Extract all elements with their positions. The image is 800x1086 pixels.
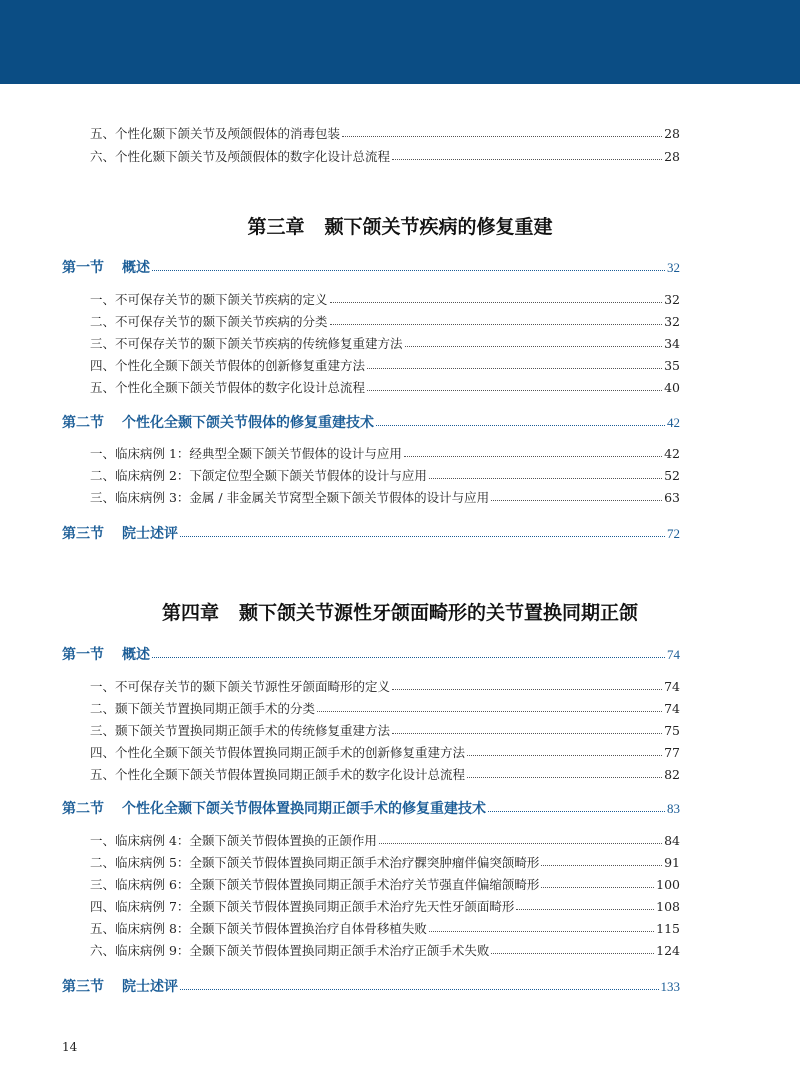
toc-entry-title: 五、个性化全颞下颌关节假体置换同期正颌手术的数字化设计总流程 xyxy=(90,767,466,782)
toc-entry-title: 五、临床病例 8：全颞下颌关节假体置换治疗自体骨移植失败 xyxy=(90,921,427,936)
leader-dots xyxy=(367,390,662,391)
section-entry[interactable] xyxy=(62,257,680,277)
section-number: 第三节 xyxy=(62,526,104,542)
leader-dots xyxy=(330,302,663,303)
section-page: 32 xyxy=(667,260,680,275)
leader-dots xyxy=(367,368,662,369)
toc-entry[interactable] xyxy=(90,853,680,871)
header-bar xyxy=(0,0,800,84)
toc-entry[interactable] xyxy=(90,334,680,352)
section-number: 第二节 xyxy=(62,801,104,817)
leader-dots xyxy=(488,811,665,812)
toc-entry-title: 三、颞下颌关节置换同期正颌手术的传统修复重建方法 xyxy=(90,723,391,738)
leader-dots xyxy=(392,733,662,734)
leader-dots xyxy=(467,777,662,778)
section-title: 个性化全颞下颌关节假体的修复重建技术 xyxy=(122,415,374,431)
section-title: 院士述评 xyxy=(122,526,178,542)
toc-entry[interactable] xyxy=(90,699,680,717)
toc-entry-title: 五、个性化全颞下颌关节假体的数字化设计总流程 xyxy=(90,380,366,395)
leader-dots xyxy=(379,843,662,844)
toc-entry[interactable] xyxy=(90,677,680,695)
leader-dots xyxy=(405,346,663,347)
toc-entry[interactable] xyxy=(90,378,680,396)
toc-entry[interactable] xyxy=(90,743,680,761)
leader-dots xyxy=(180,536,665,537)
toc-entry-page: 74 xyxy=(664,679,680,694)
toc-entry-page: 52 xyxy=(664,468,680,483)
leader-dots xyxy=(429,478,662,479)
toc-entry-title: 一、不可保存关节的颞下颌关节源性牙颌面畸形的定义 xyxy=(90,679,391,694)
toc-entry-page: 32 xyxy=(664,292,680,307)
toc-entry-page: 91 xyxy=(664,855,680,870)
leader-dots xyxy=(541,887,654,888)
chapter-title: 颞下颌关节疾病的修复重建 xyxy=(324,216,553,238)
toc-entry-page: 40 xyxy=(664,380,680,395)
toc-entry-page: 32 xyxy=(664,314,680,329)
toc-entry-page: 34 xyxy=(664,336,680,351)
toc-entry-page: 77 xyxy=(664,745,680,760)
toc-entry-page: 115 xyxy=(656,921,680,936)
chapter-number: 第三章 xyxy=(247,216,305,238)
section-number: 第三节 xyxy=(62,979,104,995)
leader-dots xyxy=(429,931,654,932)
leader-dots xyxy=(491,953,654,954)
toc-entry-title: 二、临床病例 5：全颞下颌关节假体置换同期正颌手术治疗髁突肿瘤伴偏突颌畸形 xyxy=(90,855,540,870)
toc-entry-title: 二、临床病例 2：下颌定位型全颞下颌关节假体的设计与应用 xyxy=(90,468,427,483)
section-entry[interactable] xyxy=(62,412,680,432)
toc-entry-title: 三、不可保存关节的颞下颌关节疾病的传统修复重建方法 xyxy=(90,336,403,351)
leader-dots xyxy=(392,689,662,690)
leader-dots xyxy=(541,865,662,866)
leader-dots xyxy=(180,989,659,990)
section-title: 概述 xyxy=(122,647,150,663)
section-entry[interactable] xyxy=(62,644,680,664)
toc-entry[interactable] xyxy=(90,919,680,937)
toc-entry[interactable] xyxy=(90,721,680,739)
chapter-title: 颞下颌关节源性牙颌面畸形的关节置换同期正颌 xyxy=(239,602,639,624)
toc-entry[interactable] xyxy=(90,147,680,165)
chapter-heading xyxy=(0,212,800,239)
toc-entry-title: 一、临床病例 4：全颞下颌关节假体置换的正颌作用 xyxy=(90,833,377,848)
section-number: 第一节 xyxy=(62,260,104,276)
toc-entry[interactable] xyxy=(90,444,680,462)
toc-entry-page: 82 xyxy=(664,767,680,782)
toc-entry-title: 六、个性化颞下颌关节及颅颌假体的数字化设计总流程 xyxy=(90,149,391,164)
toc-entry-page: 74 xyxy=(664,701,680,716)
toc-entry-page: 124 xyxy=(656,943,680,958)
leader-dots xyxy=(376,425,665,426)
toc-entry-page: 63 xyxy=(664,490,680,505)
chapter-heading xyxy=(0,598,800,625)
section-title: 院士述评 xyxy=(122,979,178,995)
leader-dots xyxy=(317,711,662,712)
toc-entry[interactable] xyxy=(90,941,680,959)
section-page: 42 xyxy=(667,415,680,430)
toc-entry-page: 28 xyxy=(664,149,680,164)
toc-entry-title: 四、临床病例 7：全颞下颌关节假体置换同期正颌手术治疗先天性牙颌面畸形 xyxy=(90,899,515,914)
section-page: 83 xyxy=(667,801,680,816)
toc-entry-page: 108 xyxy=(656,899,680,914)
leader-dots xyxy=(392,159,662,160)
toc-entry-page: 75 xyxy=(664,723,680,738)
section-entry[interactable] xyxy=(62,523,680,543)
toc-entry-title: 四、个性化全颞下颌关节假体的创新修复重建方法 xyxy=(90,358,366,373)
toc-entry-title: 二、不可保存关节的颞下颌关节疾病的分类 xyxy=(90,314,328,329)
leader-dots xyxy=(152,270,665,271)
toc-entry[interactable] xyxy=(90,356,680,374)
toc-entry-title: 一、不可保存关节的颞下颌关节疾病的定义 xyxy=(90,292,328,307)
section-page: 74 xyxy=(667,647,680,662)
toc-entry-page: 28 xyxy=(664,126,680,141)
page-number: 14 xyxy=(62,1040,78,1054)
toc-entry-page: 84 xyxy=(664,833,680,848)
leader-dots xyxy=(404,456,662,457)
section-number: 第二节 xyxy=(62,415,104,431)
toc-entry[interactable] xyxy=(90,897,680,915)
toc-entry[interactable] xyxy=(90,290,680,308)
toc-entry[interactable] xyxy=(90,488,680,506)
section-title: 概述 xyxy=(122,260,150,276)
leader-dots xyxy=(342,136,662,137)
toc-entry-title: 六、临床病例 9：全颞下颌关节假体置换同期正颌手术治疗正颌手术失败 xyxy=(90,943,490,958)
toc-entry-title: 五、个性化颞下颌关节及颅颌假体的消毒包装 xyxy=(90,126,341,141)
leader-dots xyxy=(491,500,662,501)
toc-entry[interactable] xyxy=(90,831,680,849)
toc-entry-title: 三、临床病例 6：全颞下颌关节假体置换同期正颌手术治疗关节强直伴偏缩颌畸形 xyxy=(90,877,540,892)
toc-entry-title: 四、个性化全颞下颌关节假体置换同期正颌手术的创新修复重建方法 xyxy=(90,745,466,760)
section-page: 133 xyxy=(660,979,680,994)
toc-entry[interactable] xyxy=(90,124,680,142)
toc-entry-page: 100 xyxy=(656,877,680,892)
toc-entry-page: 42 xyxy=(664,446,680,461)
toc-entry-title: 一、临床病例 1：经典型全颞下颌关节假体的设计与应用 xyxy=(90,446,402,461)
toc-entry-page: 35 xyxy=(664,358,680,373)
section-page: 72 xyxy=(667,526,680,541)
toc-entry[interactable] xyxy=(90,466,680,484)
section-entry[interactable] xyxy=(62,976,680,996)
section-title: 个性化全颞下颌关节假体置换同期正颌手术的修复重建技术 xyxy=(122,801,486,817)
chapter-number: 第四章 xyxy=(161,602,219,624)
leader-dots xyxy=(152,657,665,658)
toc-entry[interactable] xyxy=(90,875,680,893)
leader-dots xyxy=(467,755,662,756)
toc-entry[interactable] xyxy=(90,765,680,783)
leader-dots xyxy=(516,909,654,910)
toc-entry[interactable] xyxy=(90,312,680,330)
section-number: 第一节 xyxy=(62,647,104,663)
toc-entry-title: 二、颞下颌关节置换同期正颌手术的分类 xyxy=(90,701,316,716)
toc-entry-title: 三、临床病例 3：金属 / 非金属关节窝型全颞下颌关节假体的设计与应用 xyxy=(90,490,490,505)
leader-dots xyxy=(330,324,663,325)
section-entry[interactable] xyxy=(62,798,680,818)
